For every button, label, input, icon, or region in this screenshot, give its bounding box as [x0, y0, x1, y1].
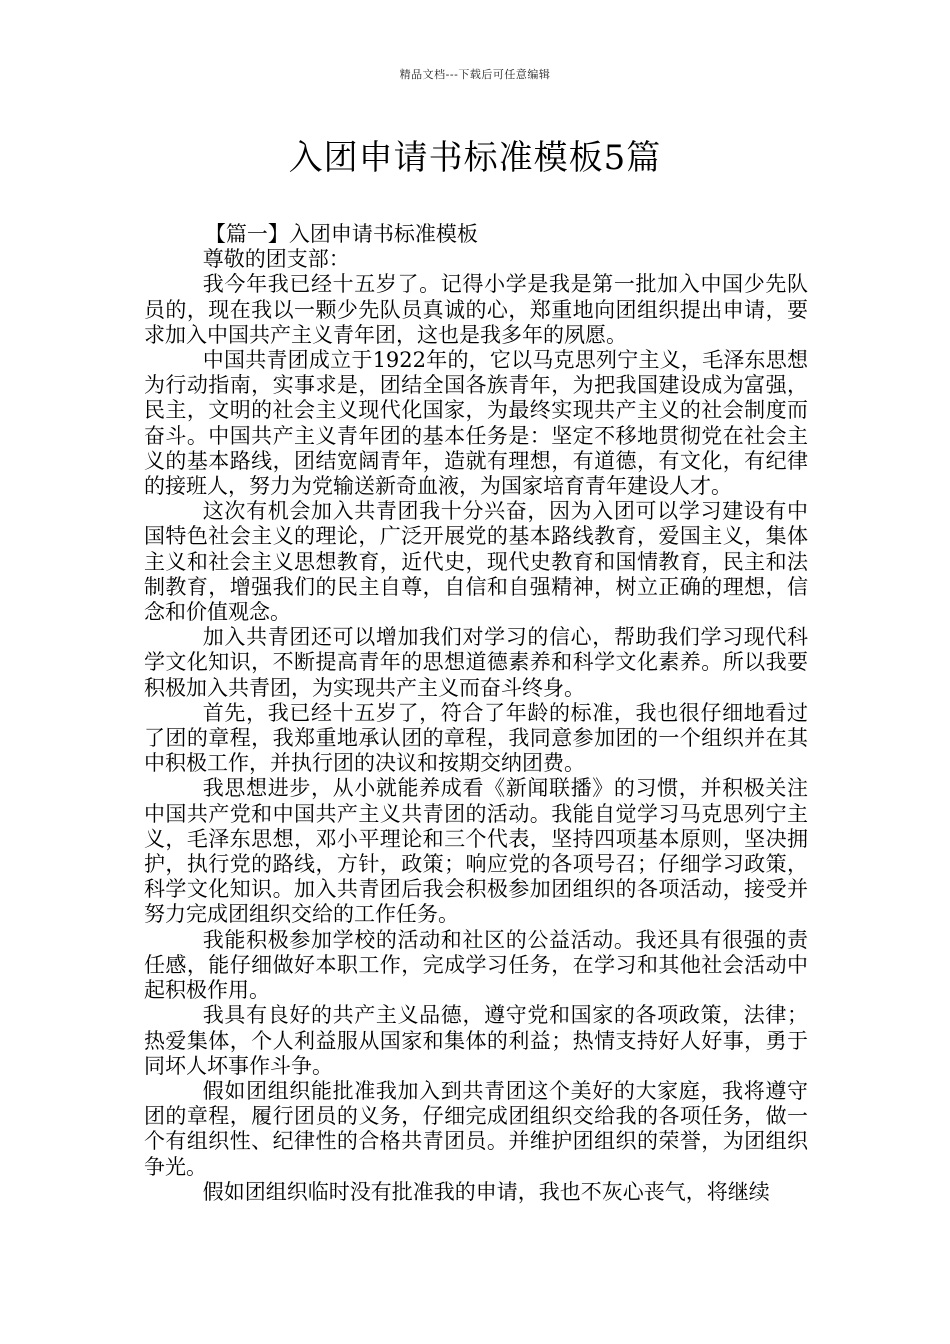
body-paragraph: 我能积极参加学校的活动和社区的公益活动。我还具有很强的责任感，能仔细做好本职工作，完成学习任务，在学习和其他社会活动中起积极作用。 [144, 927, 808, 1003]
body-paragraph: 加入共青团还可以增加我们对学习的信心，帮助我们学习现代科学文化知识，不断提高青年的思想道德素养和科学文化素养。所以我要积极加入共青团，为实现共产主义而奋斗终身。 [144, 625, 808, 700]
salutation: 尊敬的团支部： [202, 247, 350, 272]
body-paragraph: 这次有机会加入共青团我十分兴奋，因为入团可以学习建设有中国特色社会主义的理论，广泛开展党的基本路线教育，爱国主义，集体主义和社会主义思想教育，近代史，现代史教育和国情教育，民主和法制教育，增强我们的民主自尊，自信和自强精神，树立正确的理想，信念和价值观念。 [144, 499, 808, 625]
body-paragraph: 假如团组织临时没有批准我的申请，我也不灰心丧气，将继续 [202, 1179, 770, 1204]
page-header: 精品文档---下载后可任意编辑 [399, 68, 551, 81]
body-paragraph: 假如团组织能批准我加入到共青团这个美好的大家庭，我将遵守团的章程，履行团员的义务，仔细完成团组织交给我的各项任务，做一个有组织性、纪律性的合格共青团员。并维护团组织的荣誉，为团组织争光。 [144, 1078, 808, 1179]
section-heading: 【篇一】入团申请书标准模板 [204, 222, 478, 246]
body-paragraph: 首先，我已经十五岁了，符合了年龄的标准，我也很仔细地看过了团的章程，我郑重地承认团的章程，我同意参加团的一个组织并在其中积极工作，并执行团的决议和按期交纳团费。 [144, 700, 808, 776]
body-paragraph: 我思想进步，从小就能养成看《新闻联播》的习惯，并积极关注中国共产党和中国共产主义共青团的活动。我能自觉学习马克思列宁主义，毛泽东思想，邓小平理论和三个代表，坚持四项基本原则，坚决拥护，执行党的路线，方针，政策；响应党的各项号召；仔细学习政策，科学文化知识。加入共青团后我会积极参加团组织的各项活动，接受并努力完成团组织交给的工作任务。 [144, 776, 808, 927]
body-paragraph: 中国共青团成立于1922年的，它以马克思列宁主义，毛泽东思想为行动指南，实事求是，团结全国各族青年，为把我国建设成为富强，民主，文明的社会主义现代化国家，为最终实现共产主义的社会制度而奋斗。中国共产主义青年团的基本任务是：坚定不移地贯彻党在社会主义的基本路线，团结宽阔青年，造就有理想，有道德，有文化，有纪律的接班人，努力为党输送新奇血液，为国家培育青年建设人才。 [144, 348, 808, 499]
document-title: 入团申请书标准模板5篇 [288, 138, 662, 178]
body-paragraph: 我今年我已经十五岁了。记得小学是我是第一批加入中国少先队员的，现在我以一颗少先队员真诚的心，郑重地向团组织提出申请，要求加入中国共产主义青年团，这也是我多年的夙愿。 [144, 272, 808, 347]
document-body [144, 222, 808, 1205]
body-paragraph: 我具有良好的共产主义品德，遵守党和国家的各项政策，法律；热爱集体，个人利益服从国家和集体的利益；热情支持好人好事，勇于同坏人坏事作斗争。 [144, 1003, 808, 1078]
